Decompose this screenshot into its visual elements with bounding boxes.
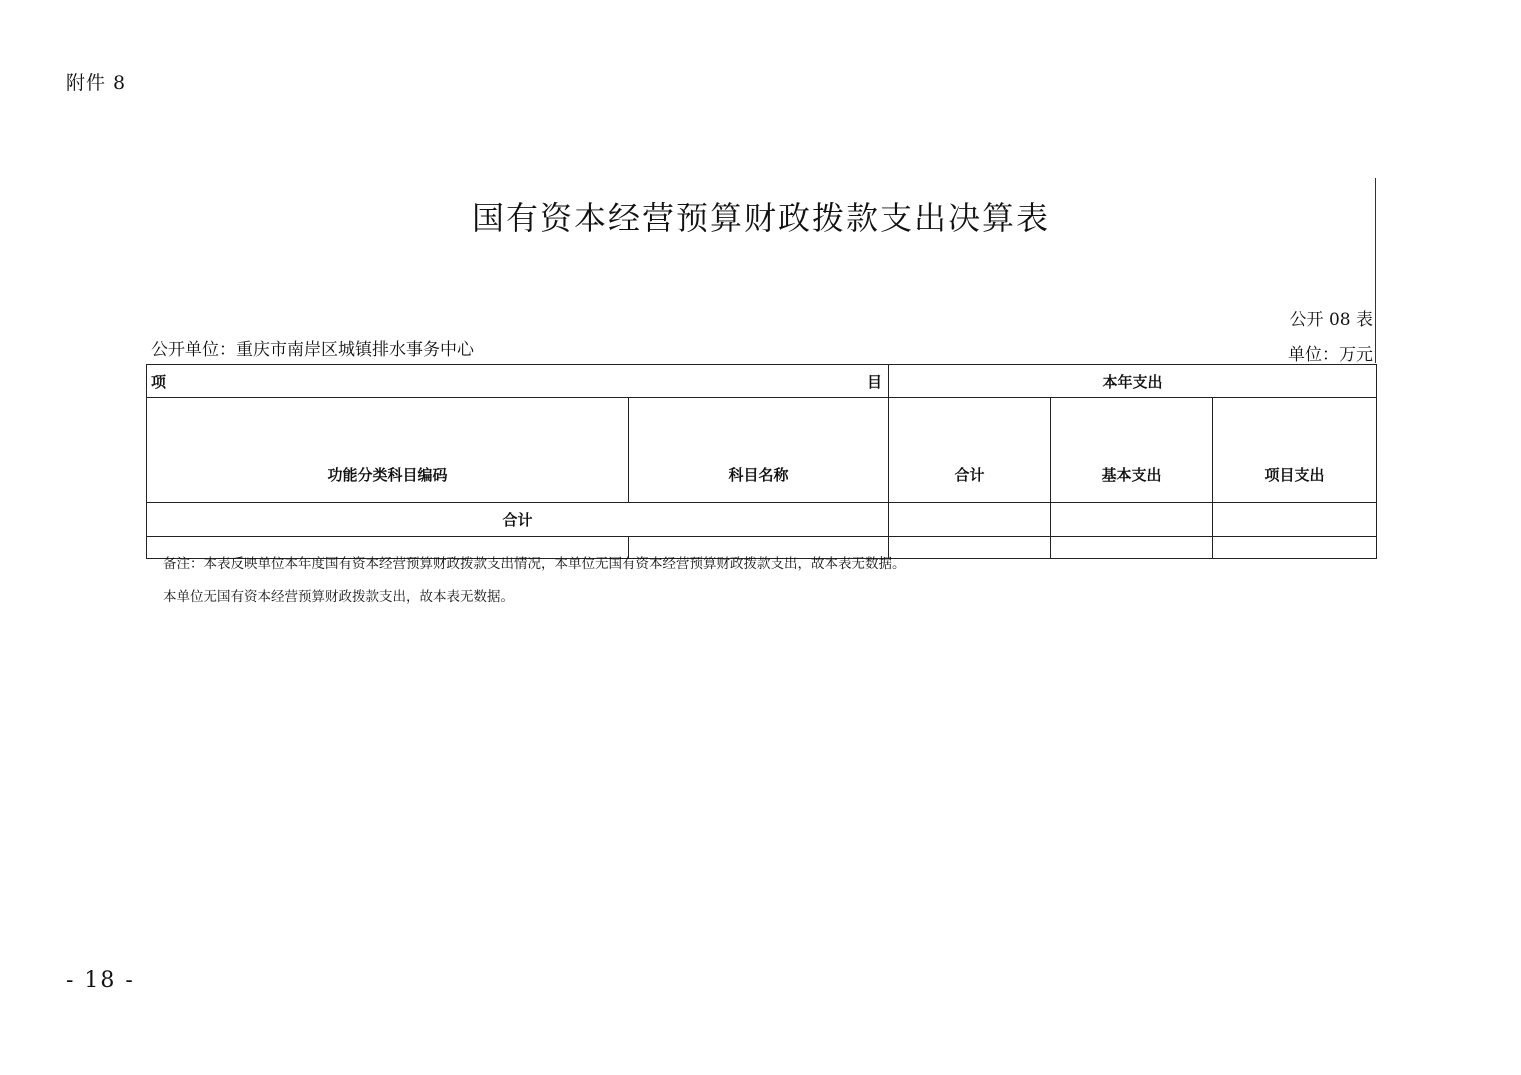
total-row [147,503,1377,537]
form-code: 公开 08 表 [1289,310,1373,330]
column-header-name: 科目名称 [629,398,889,503]
attachment-label: 附件 8 [66,72,127,94]
unit-label: 单位：万元 [1288,345,1373,365]
total-row-basic-cell [1051,503,1213,537]
column-header-code: 功能分类科目编码 [147,398,629,503]
document-title: 国有资本经营预算财政拨款支出决算表 [471,199,1050,237]
column-header-project: 项目支出 [1213,398,1377,503]
total-row-project-cell [1213,503,1377,537]
empty-cell [1213,537,1377,559]
reporting-organization: 公开单位：重庆市南岸区城镇排水事务中心 [151,340,474,360]
empty-cell [889,537,1051,559]
empty-cell [1051,537,1213,559]
column-header-row [147,398,1377,503]
item-header-left: 项 [151,372,167,391]
footnote: 备注：本表反映单位本年度国有资本经营预算财政拨款支出情况，本单位无国有资本经营预算财政拨款支出，故本表无数据。 [163,556,906,572]
page-number: - 18 - [66,968,135,993]
expenditure-table [146,364,1377,559]
year-expense-header: 本年支出 [889,365,1377,398]
item-header-right: 目 [866,372,882,391]
footnote: 本单位无国有资本经营预算财政拨款支出，故本表无数据。 [163,589,514,605]
column-header-basic: 基本支出 [1051,398,1213,503]
item-header-cell [147,365,889,398]
total-row-total-cell [889,503,1051,537]
total-row-label: 合计 [147,503,889,537]
table-header-row [147,365,1377,398]
column-header-total: 合计 [889,398,1051,503]
